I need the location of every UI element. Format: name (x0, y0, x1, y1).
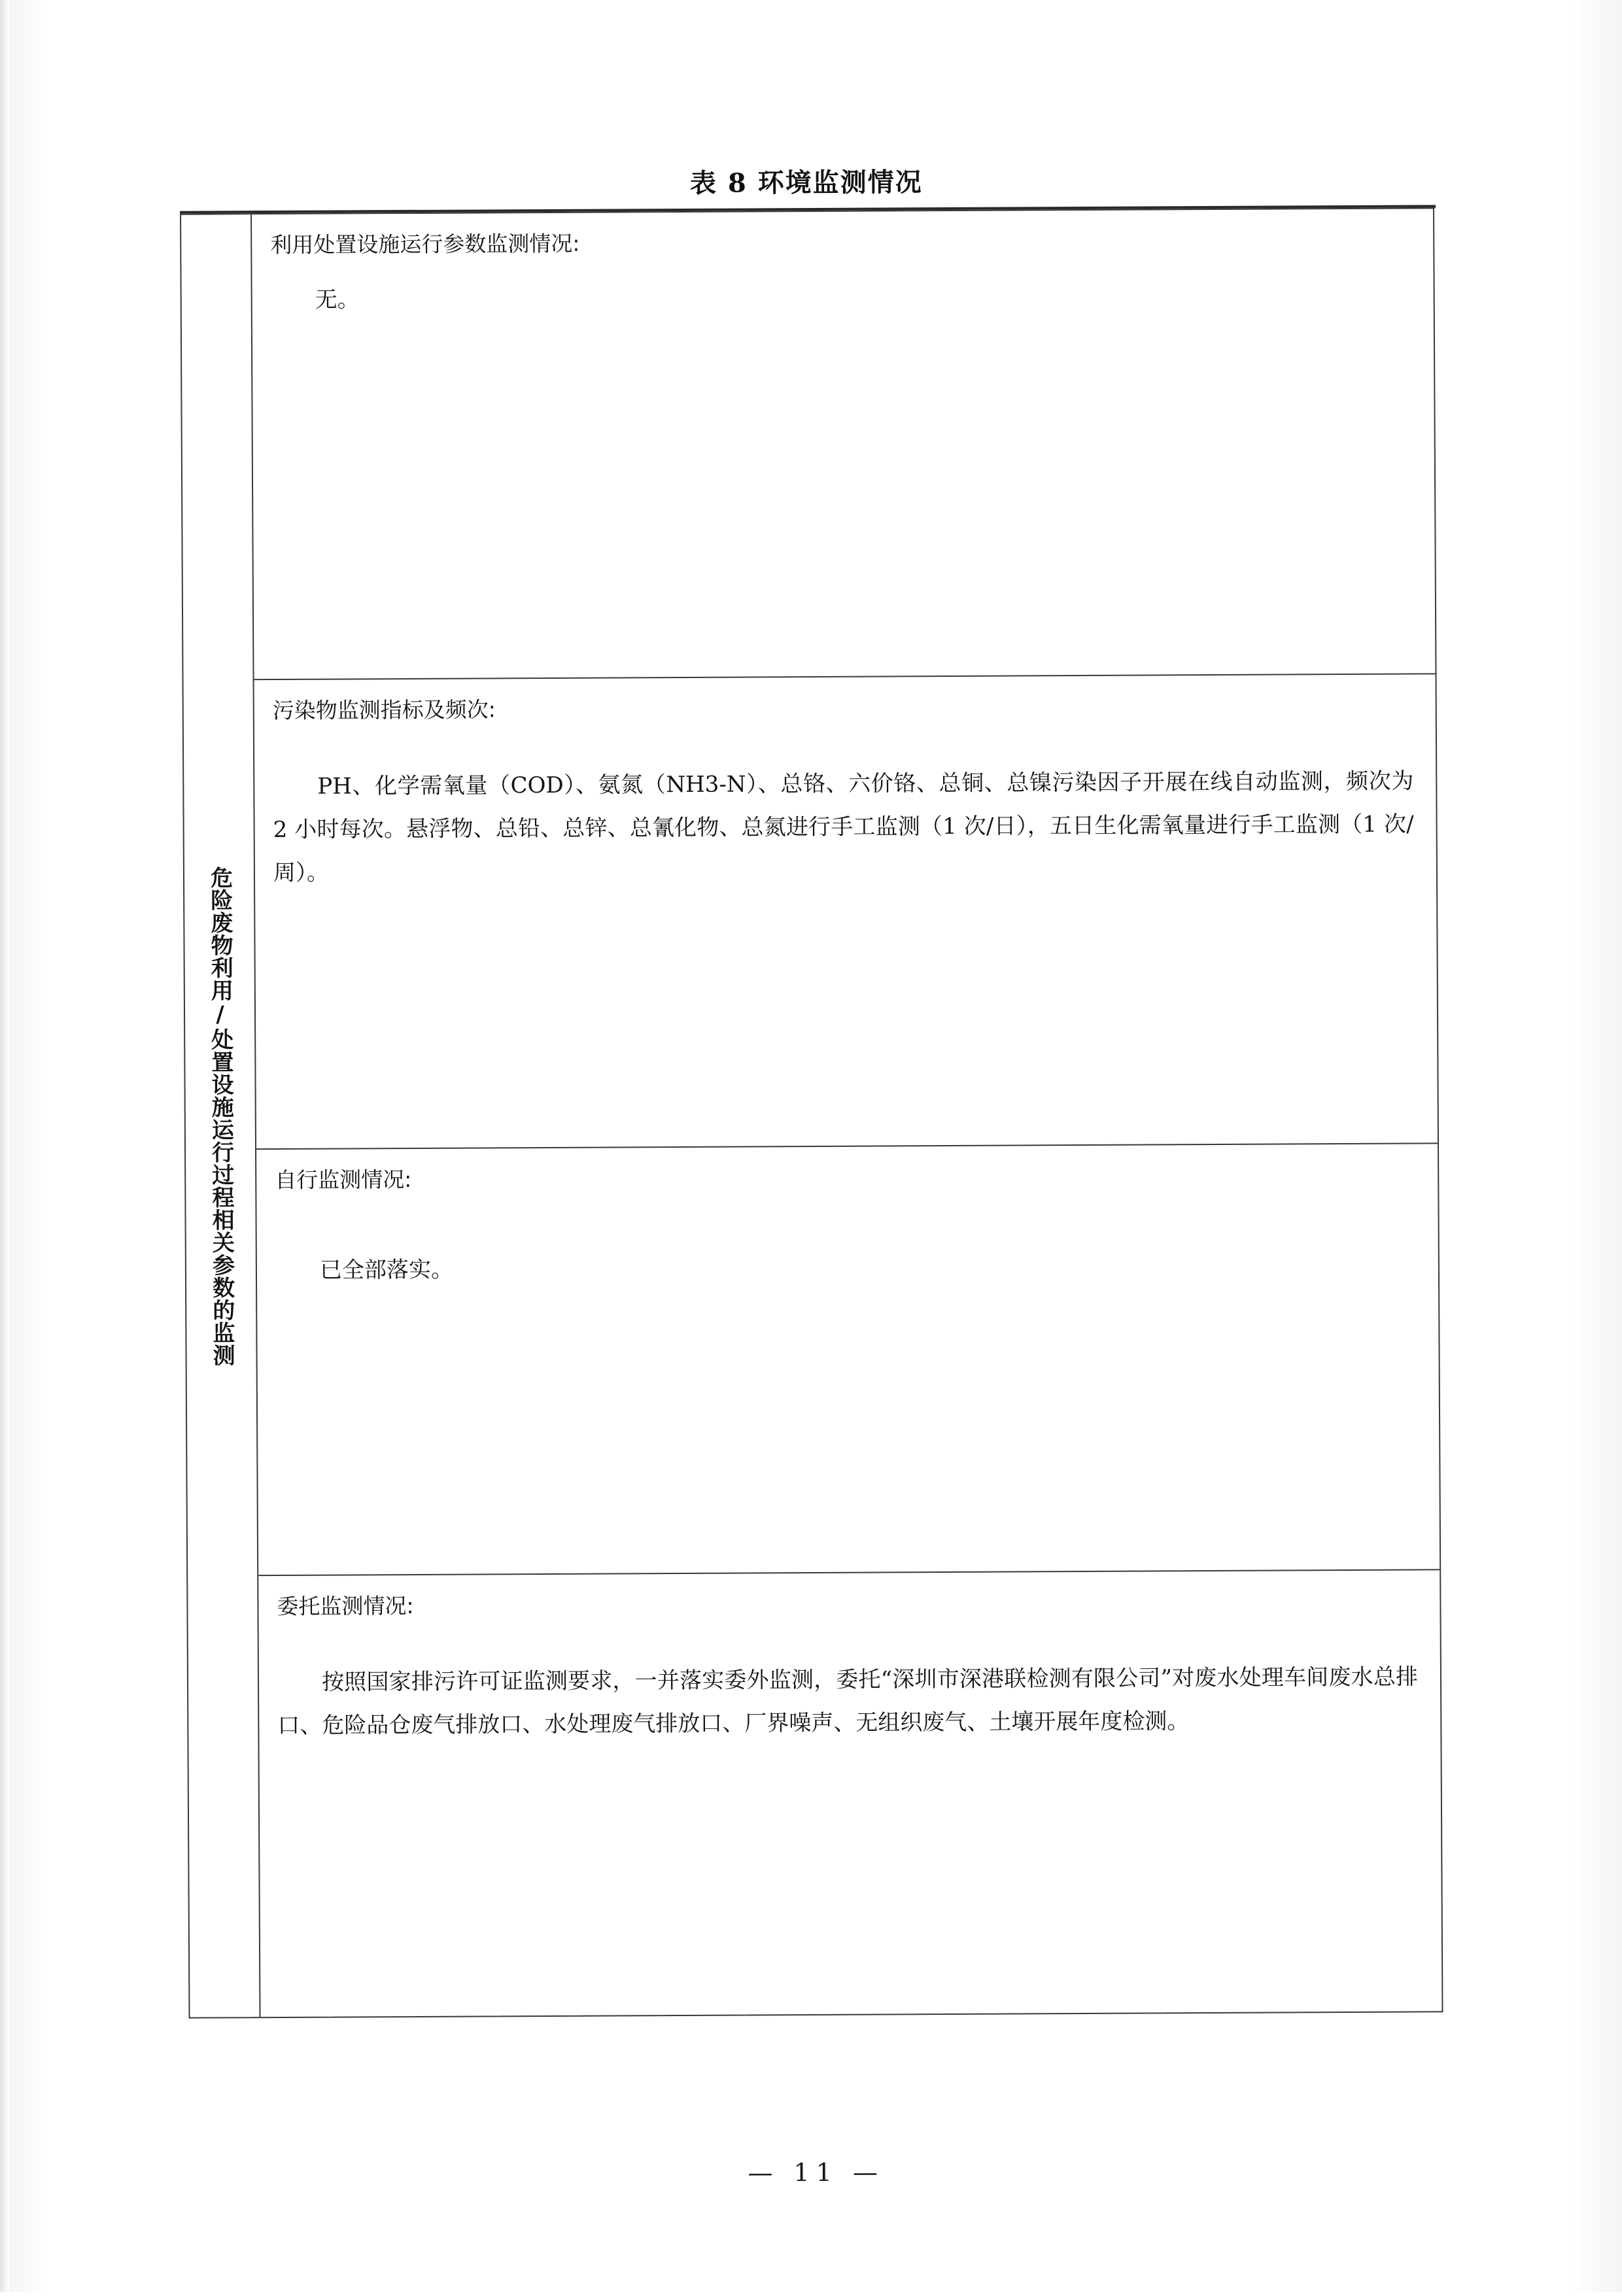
page-number: — 11 — (748, 2157, 885, 2187)
table-row (254, 673, 1438, 1148)
self-monitoring-heading: 自行监测情况: (275, 1166, 412, 1193)
entrusted-monitoring-heading: 委托监测情况: (277, 1592, 414, 1619)
facility-parameter-monitoring-body: 无。 (315, 286, 360, 313)
table-row (258, 1569, 1441, 2017)
table-rows (252, 209, 1441, 2017)
self-monitoring-body: 已全部落实。 (319, 1256, 454, 1284)
environmental-monitoring-table (180, 207, 1443, 2018)
pollutant-indicators-frequency-heading: 污染物监测指标及频次: (272, 696, 496, 724)
facility-parameter-monitoring-heading: 利用处置设施运行参数监测情况: (270, 230, 580, 258)
entrusted-monitoring-body: 按照国家排污许可证监测要求，一并落实委外监测，委托“深圳市深港联检测有限公司”对废水处理车间废水总排口、危险品仓废气排放口、水处理废气排放口、厂界噪声、无组织废气、土壤开展年度检测。 (277, 1663, 1419, 1739)
page-title: 表 8 环境监测情况 (689, 167, 923, 199)
table-row (256, 1142, 1440, 1575)
pollutant-indicators-frequency-body: PH、化学需氧量（COD）、氨氮（NH3-N）、总铬、六价铬、总铜、总镍污染因子开展在线自动监测，频次为 2 小时每次。悬浮物、总铅、总锌、总氰化物、总氮进行手工监测（1 次/日），五日生化需氧量进行手工监测（1 次/周）。 (273, 767, 1414, 887)
table-row-header-cell (181, 214, 260, 2017)
table-row (252, 209, 1435, 679)
table-row-header-label: 危险废物利用/处置设施运行过程相关参数的监测 (206, 865, 235, 1367)
